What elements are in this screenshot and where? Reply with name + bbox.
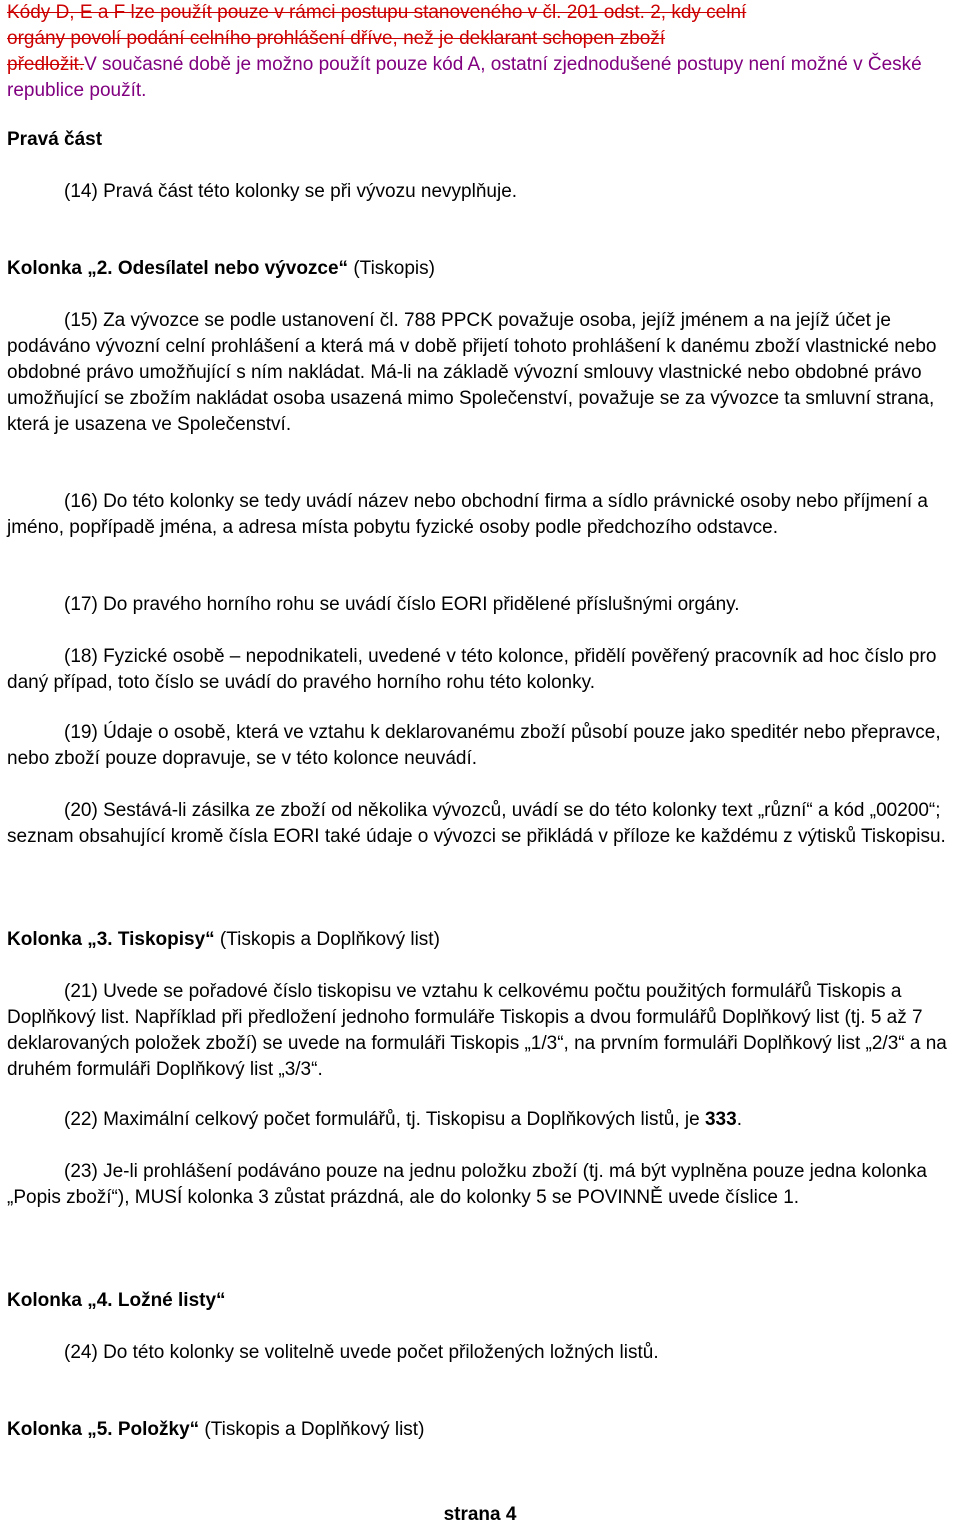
deleted-text-line3: předložit. (7, 54, 85, 75)
paragraph-18: (18) Fyzické osobě – nepodnikateli, uvedené v této kolonce, přidělí pověřený pracovník ad hoc číslo pro daný případ, toto číslo se uvádí do pravého horního rohu této kolonky. (7, 646, 937, 693)
paragraph-20: (20) Sestává-li zásilka ze zboží od několika vývozců, uvádí se do této kolonky text „různí“ a kód „00200“; seznam obsahující kromě čísla EORI také údaje o vývozci se přikládá v příloze ke každému z výtisků Tiskopisu. (7, 800, 946, 847)
paragraph-16: (16) Do této kolonky se tedy uvádí název nebo obchodní firma a sídlo právnické osoby nebo příjmení a jméno, popřípadě jména, a adresa místa pobytu fyzické osoby podle předchozího odstavce. (7, 491, 928, 538)
section-heading-prava-cast: Pravá část (7, 129, 103, 150)
section-heading-kolonka-3: Kolonka „3. Tiskopisy“ (Tiskopis a Doplňkový list) (7, 929, 440, 950)
paragraph-14: (14) Pravá část této kolonky se při vývozu nevyplňuje. (64, 181, 518, 202)
paragraph-17: (17) Do pravého horního rohu se uvádí číslo EORI přidělené příslušnými orgány. (64, 594, 740, 615)
paragraph-24: (24) Do této kolonky se volitelně uvede počet přiložených ložných listů. (64, 1342, 659, 1363)
section-heading-kolonka-5: Kolonka „5. Položky“ (Tiskopis a Doplňkový list) (7, 1419, 425, 1440)
paragraph-23: (23) Je-li prohlášení podáváno pouze na jednu položku zboží (tj. má být vyplněna pouze jedna kolonka „Popis zboží“), MUSÍ kolonka 3 zůstat prázdná, ale do kolonky 5 se POVINNĚ uvede číslice 1. (7, 1161, 927, 1208)
paragraph-22: (22) Maximální celkový počet formulářů, tj. Tiskopisu a Doplňkových listů, je 333. (64, 1109, 742, 1130)
page-number: strana 4 (443, 1504, 517, 1525)
paragraph-21: (21) Uvede se pořadové číslo tiskopisu ve vztahu k celkovému počtu použitých formulářů Tiskopis a Doplňkový list. Například při předložení jednoho formuláře Tiskopis a dvou formulářů Doplňkový list (tj. 5 až 7 deklarovaných položek zboží) se uvede na formuláři Tiskopis „1/3“, na prvním formuláři Doplňkový list „2/3“ a na druhém formuláři Doplňkový list „3/3“. (7, 981, 947, 1080)
deleted-text-line2: orgány povolí podání celního prohlášení dříve, než je deklarant schopen zboží (7, 28, 666, 49)
section-heading-kolonka-2: Kolonka „2. Odesílatel nebo vývozce“ (Tiskopis) (7, 258, 435, 279)
revision-paragraph (7, 0, 959, 104)
inserted-text: V současné době je možno použít pouze kód A, ostatní zjednodušené postupy není možné v České republice použít. (7, 54, 922, 101)
deleted-text-line1: Kódy D, E a F lze použít pouze v rámci postupu stanoveného v čl. 201 odst. 2, kdy celní (7, 2, 747, 23)
paragraph-19: (19) Údaje o osobě, která ve vztahu k deklarovanému zboží působí pouze jako speditér nebo přepravce, nebo zboží pouze dopravuje, se v této kolonce neuvádí. (7, 722, 941, 769)
paragraph-15: (15) Za vývozce se podle ustanovení čl. 788 PPCK považuje osoba, jejíž jménem a na jejíž účet je podáváno vývozní celní prohlášení a která má v době přijetí tohoto prohlášení k danému zboží vlastnické nebo obdobné právo umožňující s ním nakládat. Má-li na základě vývozní smlouvy vlastnické nebo obdobné právo umožňující se zbožím nakládat osoba usazená mimo Společenství, považuje se za vývozce ta smluvní strana, která je usazena ve Společenství. (7, 310, 937, 435)
section-heading-kolonka-4: Kolonka „4. Ložné listy“ (7, 1290, 226, 1311)
